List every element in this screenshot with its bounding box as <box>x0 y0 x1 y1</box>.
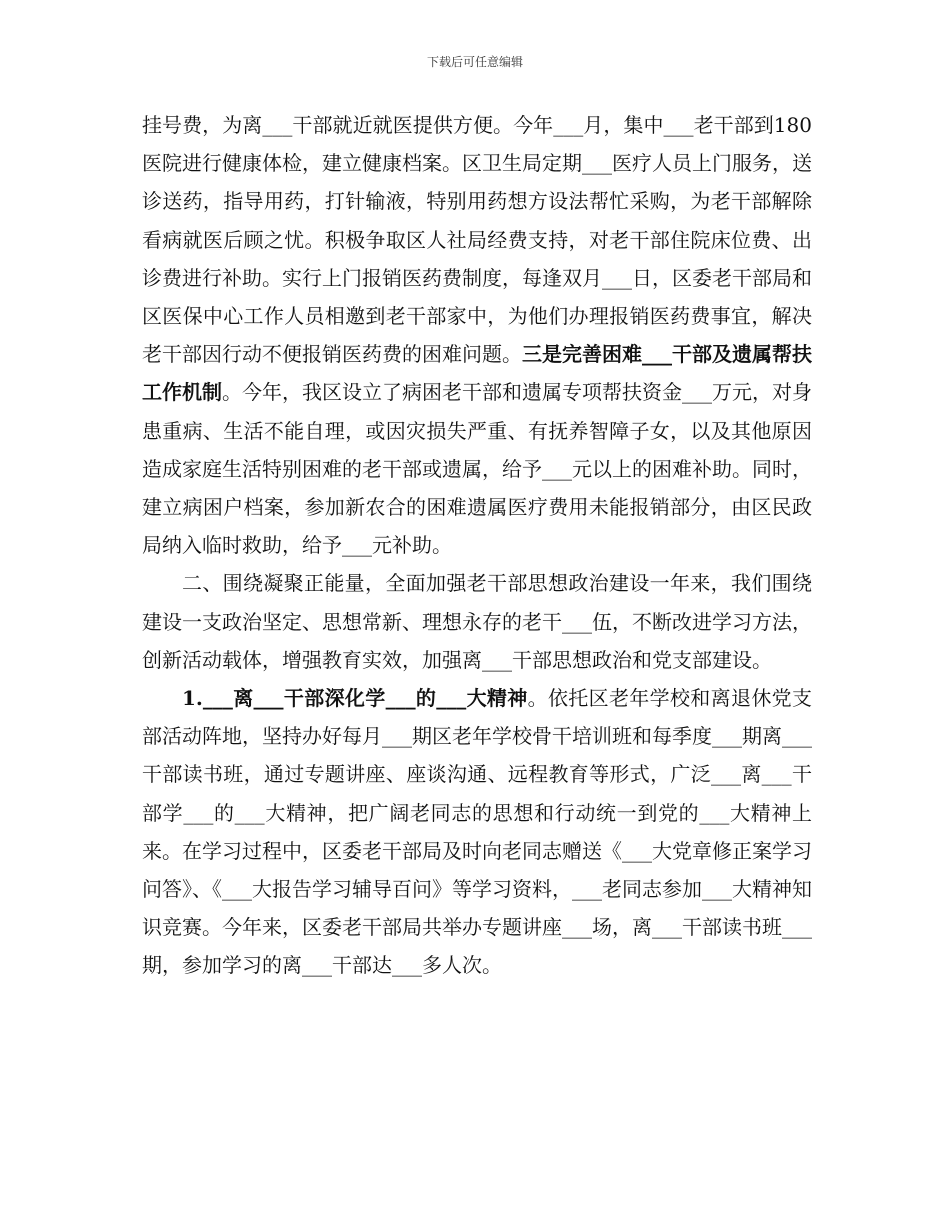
page-header: 下载后可任意编辑 <box>426 55 523 69</box>
paragraph-medical-care <box>142 106 812 564</box>
paragraph-text: 挂号费，为离___干部就近就医提供方便。今年___月，集中___老干部到180医院进行健康体检，建立健康档案。区卫生局定期___医疗人员上门服务，送诊送药，指导用药，打针输液，特别用药想方设法帮忙采购，为老干部解除看病就医后顾之忧。积极争取区人社局经费支持，对老干部住院床位费、出诊费进行补助。实行上门报销医药费制度，每逢双月___日，区委老干部局和区医保中心工作人员相邀到老干部家中，为他们办理报销医药费事宜，解决老干部因行动不便报销医药费的困难问题。 <box>142 113 812 367</box>
paragraph-section-two <box>142 564 812 679</box>
paragraph-text: 。今年，我区设立了病困老干部和遗属专项帮扶资金___万元，对身患重病、生活不能自理，或因灾损失严重、有抚养智障子女，以及其他原因造成家庭生活特别困难的老干部或遗属，给予___元以上的困难补助。同时，建立病困户档案，参加新农合的困难遗属医疗费用未能报销部分，由区民政局纳入临时救助，给予___元补助。 <box>142 380 812 558</box>
document-body <box>142 106 812 985</box>
bold-heading-assistance-mechanism: 三是完善困难___干部及遗属帮扶工作机制 <box>142 342 812 405</box>
bold-heading-study-spirit: 1.___离___干部深化学___的___大精神 <box>182 686 528 711</box>
paragraph-study-spirit <box>142 679 812 985</box>
paragraph-text: 二、围绕凝聚正能量，全面加强老干部思想政治建设一年来，我们围绕建设一支政治坚定、思想常新、理想永存的老干___伍，不断改进学习方法，创新活动载体，增强教育实效，加强离___干部思想政治和党支部建设。 <box>142 571 812 672</box>
paragraph-text: 。依托区老年学校和离退休党支部活动阵地，坚持办好每月___期区老年学校骨干培训班和每季度___期离___干部读书班，通过专题讲座、座谈沟通、远程教育等形式，广泛___离___干部学___的___大精神，把广阔老同志的思想和行动统一到党的___大精神上来。在学习过程中，区委老干部局及时向老同志赠送《___大党章修正案学习问答》、《___大报告学习辅导百问》等学习资料，___老同志参加___大精神知识竞赛。今年来，区委老干部局共举办专题讲座___场，离___干部读书班___期，参加学习的离___干部达___多人次。 <box>142 686 812 978</box>
